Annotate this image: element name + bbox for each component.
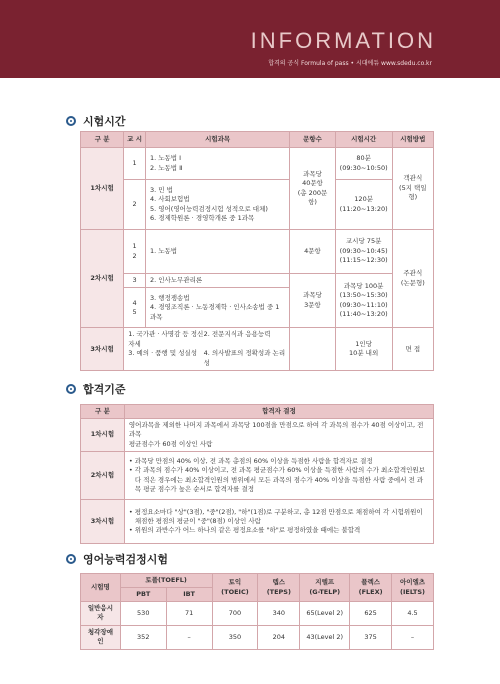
banner-title: INFORMATION xyxy=(250,28,436,53)
header-cell: 교 시 xyxy=(124,132,146,148)
subjects-cell: 2. 인사노무관리론 xyxy=(145,274,289,288)
score-cell: 700 xyxy=(212,602,258,626)
score-cell: – xyxy=(392,625,434,649)
header-cell: 구 분 xyxy=(81,132,124,148)
method-cell: 객관식 (5지 택일형) xyxy=(392,148,433,230)
count-cell: 과목당 40문항 (총 200문항) xyxy=(290,148,335,230)
header-cell: 시험명 xyxy=(81,574,121,602)
score-cell: 350 xyxy=(212,625,258,649)
section-title: 시험시간 xyxy=(83,115,126,128)
header-cell: 시험방법 xyxy=(392,132,433,148)
header-cell: 아이엘츠 (IELTS) xyxy=(392,574,434,602)
period-cell: 1 xyxy=(124,148,146,180)
time-cell: 80분 (09:30~10:50) xyxy=(335,148,392,180)
criteria-cell: • 평정요소마다 "상"(3점), "중"(2점), "하"(1점)로 구분하고, 총 12점 만점으로 채점하여 각 시험위원이 채점한 평점의 평균이 "중"(8점) 이상인 사람 • 위원의 과반수가 어느 하나의 같은 평정요소를 "하"로 평정하였을 때에는 불합격 xyxy=(124,500,433,544)
row-label: 2차시험 xyxy=(81,452,125,500)
row-label-third: 3차시험 xyxy=(81,328,124,371)
score-cell: – xyxy=(166,625,212,649)
period-cell: 1 2 xyxy=(124,230,146,274)
header-cell: 합격자 결정 xyxy=(124,405,433,419)
period-cell: 3 xyxy=(124,274,146,288)
interview-items-cell: 1. 국가관 · 사명감 등 정신자세 2. 전문지식과 응용능력 3. 예의 · 품행 및 성실성 4. 의사발표의 정확성과 논리성 xyxy=(124,328,290,371)
section-bullet-icon xyxy=(66,384,76,394)
row-label-first: 1차시험 xyxy=(81,148,124,230)
row-label: 청각장애인 xyxy=(81,625,121,649)
header-cell: 시험과목 xyxy=(145,132,289,148)
time-cell: 120분 (11:20~13:20) xyxy=(335,180,392,230)
section-english-tests xyxy=(66,551,168,567)
row-label: 1차시험 xyxy=(81,419,125,452)
exam-time-table xyxy=(80,131,434,371)
score-cell: 352 xyxy=(120,625,166,649)
section-title: 합격기준 xyxy=(83,383,126,396)
header-cell: 문항수 xyxy=(290,132,335,148)
subjects-cell: 3. 민 법 4. 사회보험법 5. 영어(영어능력검정시험 성적으로 대체) 6. 경제학원론 · 경영학개론 중 1과목 xyxy=(145,180,289,230)
count-cell: 4문항 xyxy=(290,230,335,274)
time-cell: 교시당 75분 (09:30~10:45) (11:15~12:30) xyxy=(335,230,392,274)
method-cell: 면 접 xyxy=(392,328,433,371)
score-cell: 71 xyxy=(166,602,212,626)
score-cell: 375 xyxy=(350,625,392,649)
section-pass-criteria xyxy=(66,381,126,397)
header-cell: 텝스 (TEPS) xyxy=(258,574,300,602)
count-cell xyxy=(290,328,335,371)
subjects-cell: 1. 노동법 Ⅰ 2. 노동법 Ⅱ xyxy=(145,148,289,180)
section-title: 영어능력검정시험 xyxy=(83,553,169,566)
header-cell: PBT xyxy=(120,588,166,602)
period-cell: 2 xyxy=(124,180,146,230)
header-cell: 토익 (TOEIC) xyxy=(212,574,258,602)
section-bullet-icon xyxy=(66,116,76,126)
score-cell: 65(Level 2) xyxy=(300,602,350,626)
score-cell: 43(Level 2) xyxy=(300,625,350,649)
header-cell: 지텔프 (G-TELP) xyxy=(300,574,350,602)
row-label: 일반응시자 xyxy=(81,602,121,626)
header-cell: 시험시간 xyxy=(335,132,392,148)
period-cell: 4 5 xyxy=(124,288,146,328)
header-cell: 구 분 xyxy=(81,405,125,419)
header-cell: IBT xyxy=(166,588,212,602)
section-exam-time xyxy=(66,113,126,129)
header-cell: 플렉스 (FLEX) xyxy=(350,574,392,602)
score-cell: 625 xyxy=(350,602,392,626)
time-cell: 1인당 10분 내외 xyxy=(335,328,392,371)
criteria-cell: • 과목당 만점의 40% 이상, 전 과목 총점의 60% 이상을 득점한 사람을 합격자로 결정 • 각 과목의 점수가 40% 이상이고, 전 과목 평균점수가 60% 이상을 득점한 사람의 수가 최소합격인원보다 적은 경우에는 최소합격인원의 범위에서 모든 과목의 점수가 40% 이상을 득점한 사람 중에서 전 과목 평균 점수가 높은 순서로 합격자를 결정 xyxy=(124,452,433,500)
subjects-cell: 3. 행정쟁송법 4. 경영조직론 · 노동경제학 · 인사소송법 중 1과목 xyxy=(145,288,289,328)
row-label-second: 2차시험 xyxy=(81,230,124,328)
banner-subtitle: 합격의 공식 Formula of pass • 시대에듀 www.sdedu.co.kr xyxy=(268,60,432,67)
section-bullet-icon xyxy=(66,554,76,564)
subjects-cell: 1. 노동법 xyxy=(145,230,289,274)
score-cell: 530 xyxy=(120,602,166,626)
row-label: 3차시험 xyxy=(81,500,125,544)
header-cell: 토플(TOEFL) xyxy=(120,574,212,588)
score-cell: 340 xyxy=(258,602,300,626)
score-cell: 4.5 xyxy=(392,602,434,626)
method-cell: 주관식 (논문형) xyxy=(392,230,433,328)
score-cell: 204 xyxy=(258,625,300,649)
time-cell: 과목당 100분 (13:50~15:30) (09:30~11:10) (11:40~13:20) xyxy=(335,274,392,328)
pass-criteria-table xyxy=(80,404,434,544)
english-test-table xyxy=(80,573,434,650)
count-cell: 과목당 3문항 xyxy=(290,274,335,328)
criteria-cell: 영어과목을 제외한 나머지 과목에서 과목당 100점을 만점으로 하여 각 과목의 점수가 40점 이상이고, 전 과목 평균점수가 60점 이상인 사람 xyxy=(124,419,433,452)
header-banner xyxy=(0,0,500,78)
